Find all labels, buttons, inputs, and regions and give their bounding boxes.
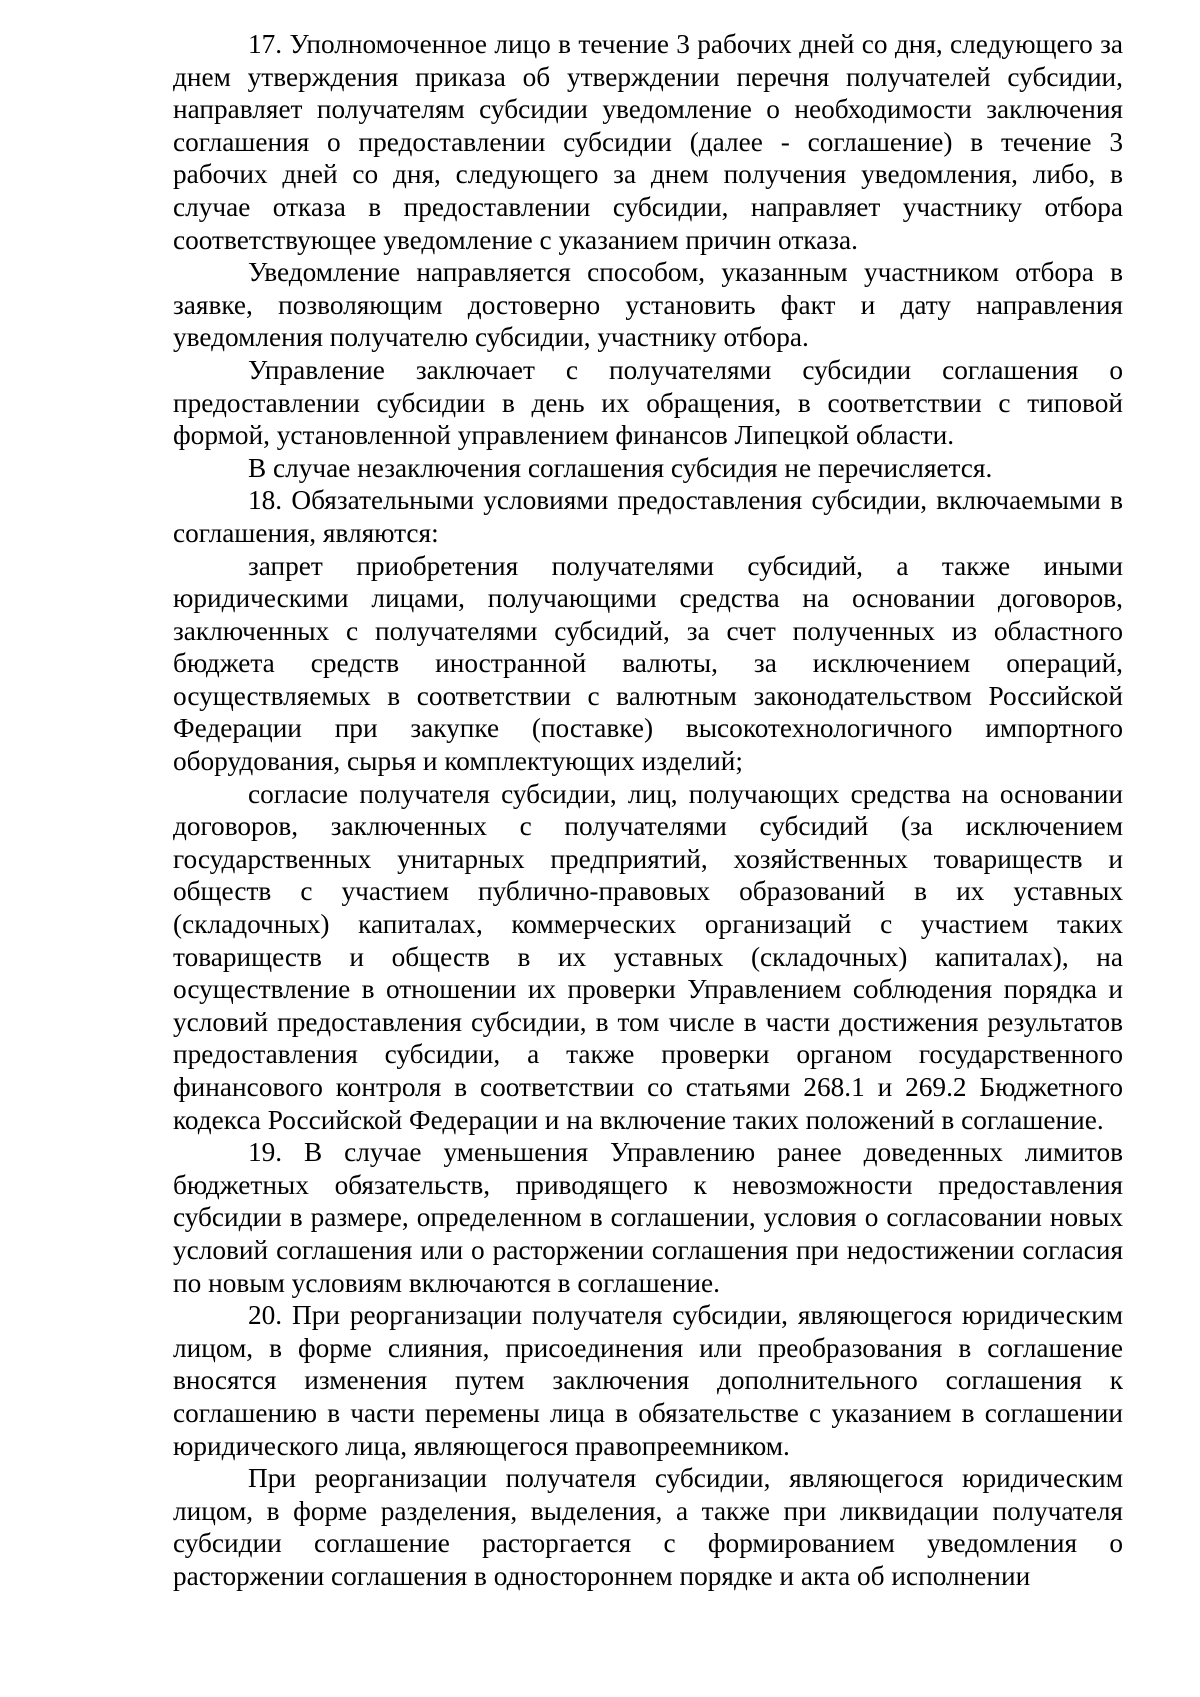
paragraph-20-reorganization: 20. При реорганизации получателя субсидии, являющегося юридическим лицом, в форме слияния, присоединения или преобразования в соглашение вносятся изменения путем заключения дополнительного соглашения к соглашению в части перемены лица в обязательстве с указанием в соглашении юридического лица, являющегося правопреемником. [173,1300,1123,1461]
paragraph-inspection-consent: согласие получателя субсидии, лиц, получающих средства на основании договоров, заключенных с получателями субсидий (за исключением государственных унитарных предприятий, хозяйственных товариществ и обществ с участием публично-правовых образований в их уставных (складочных) капиталах, коммерческих организаций с участием таких товариществ и обществ в их уставных (складочных) капиталах), на осуществление в отношении их проверки Управлением соблюдения порядка и условий предоставления субсидии, в том числе в части достижения результатов предоставления субсидии, а также проверки органом государственного финансового контроля в соответствии со статьями 268.1 и 269.2 Бюджетного кодекса Российской Федерации и на включение таких положений в соглашение. [173,778,1123,1135]
document-page [173,28,1123,1593]
paragraph-agreement-conclusion: Управление заключает с получателями субсидии соглашения о предоставлении субсидии в день их обращения, в соответствии с типовой формой, установленной управлением финансов Липецкой области. [173,354,1123,451]
paragraph-reorganization-termination: При реорганизации получателя субсидии, являющегося юридическим лицом, в форме разделения, выделения, а также при ликвидации получателя субсидии соглашение расторгается с формированием уведомления о расторжении соглашения в одностороннем порядке и акта об исполнении [173,1463,1123,1591]
paragraph-no-agreement: В случае незаключения соглашения субсидия не перечисляется. [248,452,993,483]
paragraph-18-mandatory-conditions: 18. Обязательными условиями предоставления субсидии, включаемыми в соглашения, являются: [173,485,1123,548]
paragraph-notification-method: Уведомление направляется способом, указанным участником отбора в заявке, позволяющим достоверно установить факт и дату направления уведомления получателю субсидии, участнику отбора. [173,257,1123,353]
paragraph-currency-ban: запрет приобретения получателями субсидий, а также иными юридическими лицами, получающими средства на основании договоров, заключенных с получателями субсидий, за счет полученных из областного бюджета средств иностранной валюты, за исключением операций, осуществляемых в соответствии с валютным законодательством Российской Федерации при закупке (поставке) высокотехнологичного импортного оборудования, сырья и комплектующих изделий; [173,550,1123,777]
paragraph-17-notification: 17. Уполномоченное лицо в течение 3 рабочих дней со дня, следующего за днем утверждения приказа об утверждении перечня получателей субсидии, направляет получателям субсидии уведомление о необходимости заключения соглашения о предоставлении субсидии (далее - соглашение) в течение 3 рабочих дней со дня, следующего за днем получения уведомления, либо, в случае отказа в предоставлении субсидии, направляет участнику отбора соответствующее уведомление с указанием причин отказа. [173,29,1123,255]
paragraph-19-limits-reduction: 19. В случае уменьшения Управлению ранее доведенных лимитов бюджетных обязательств, приводящего к невозможности предоставления субсидии в размере, определенном в соглашении, условия о согласовании новых условий соглашения или о расторжении соглашения при недостижении согласия по новым условиям включаются в соглашение. [173,1137,1123,1298]
